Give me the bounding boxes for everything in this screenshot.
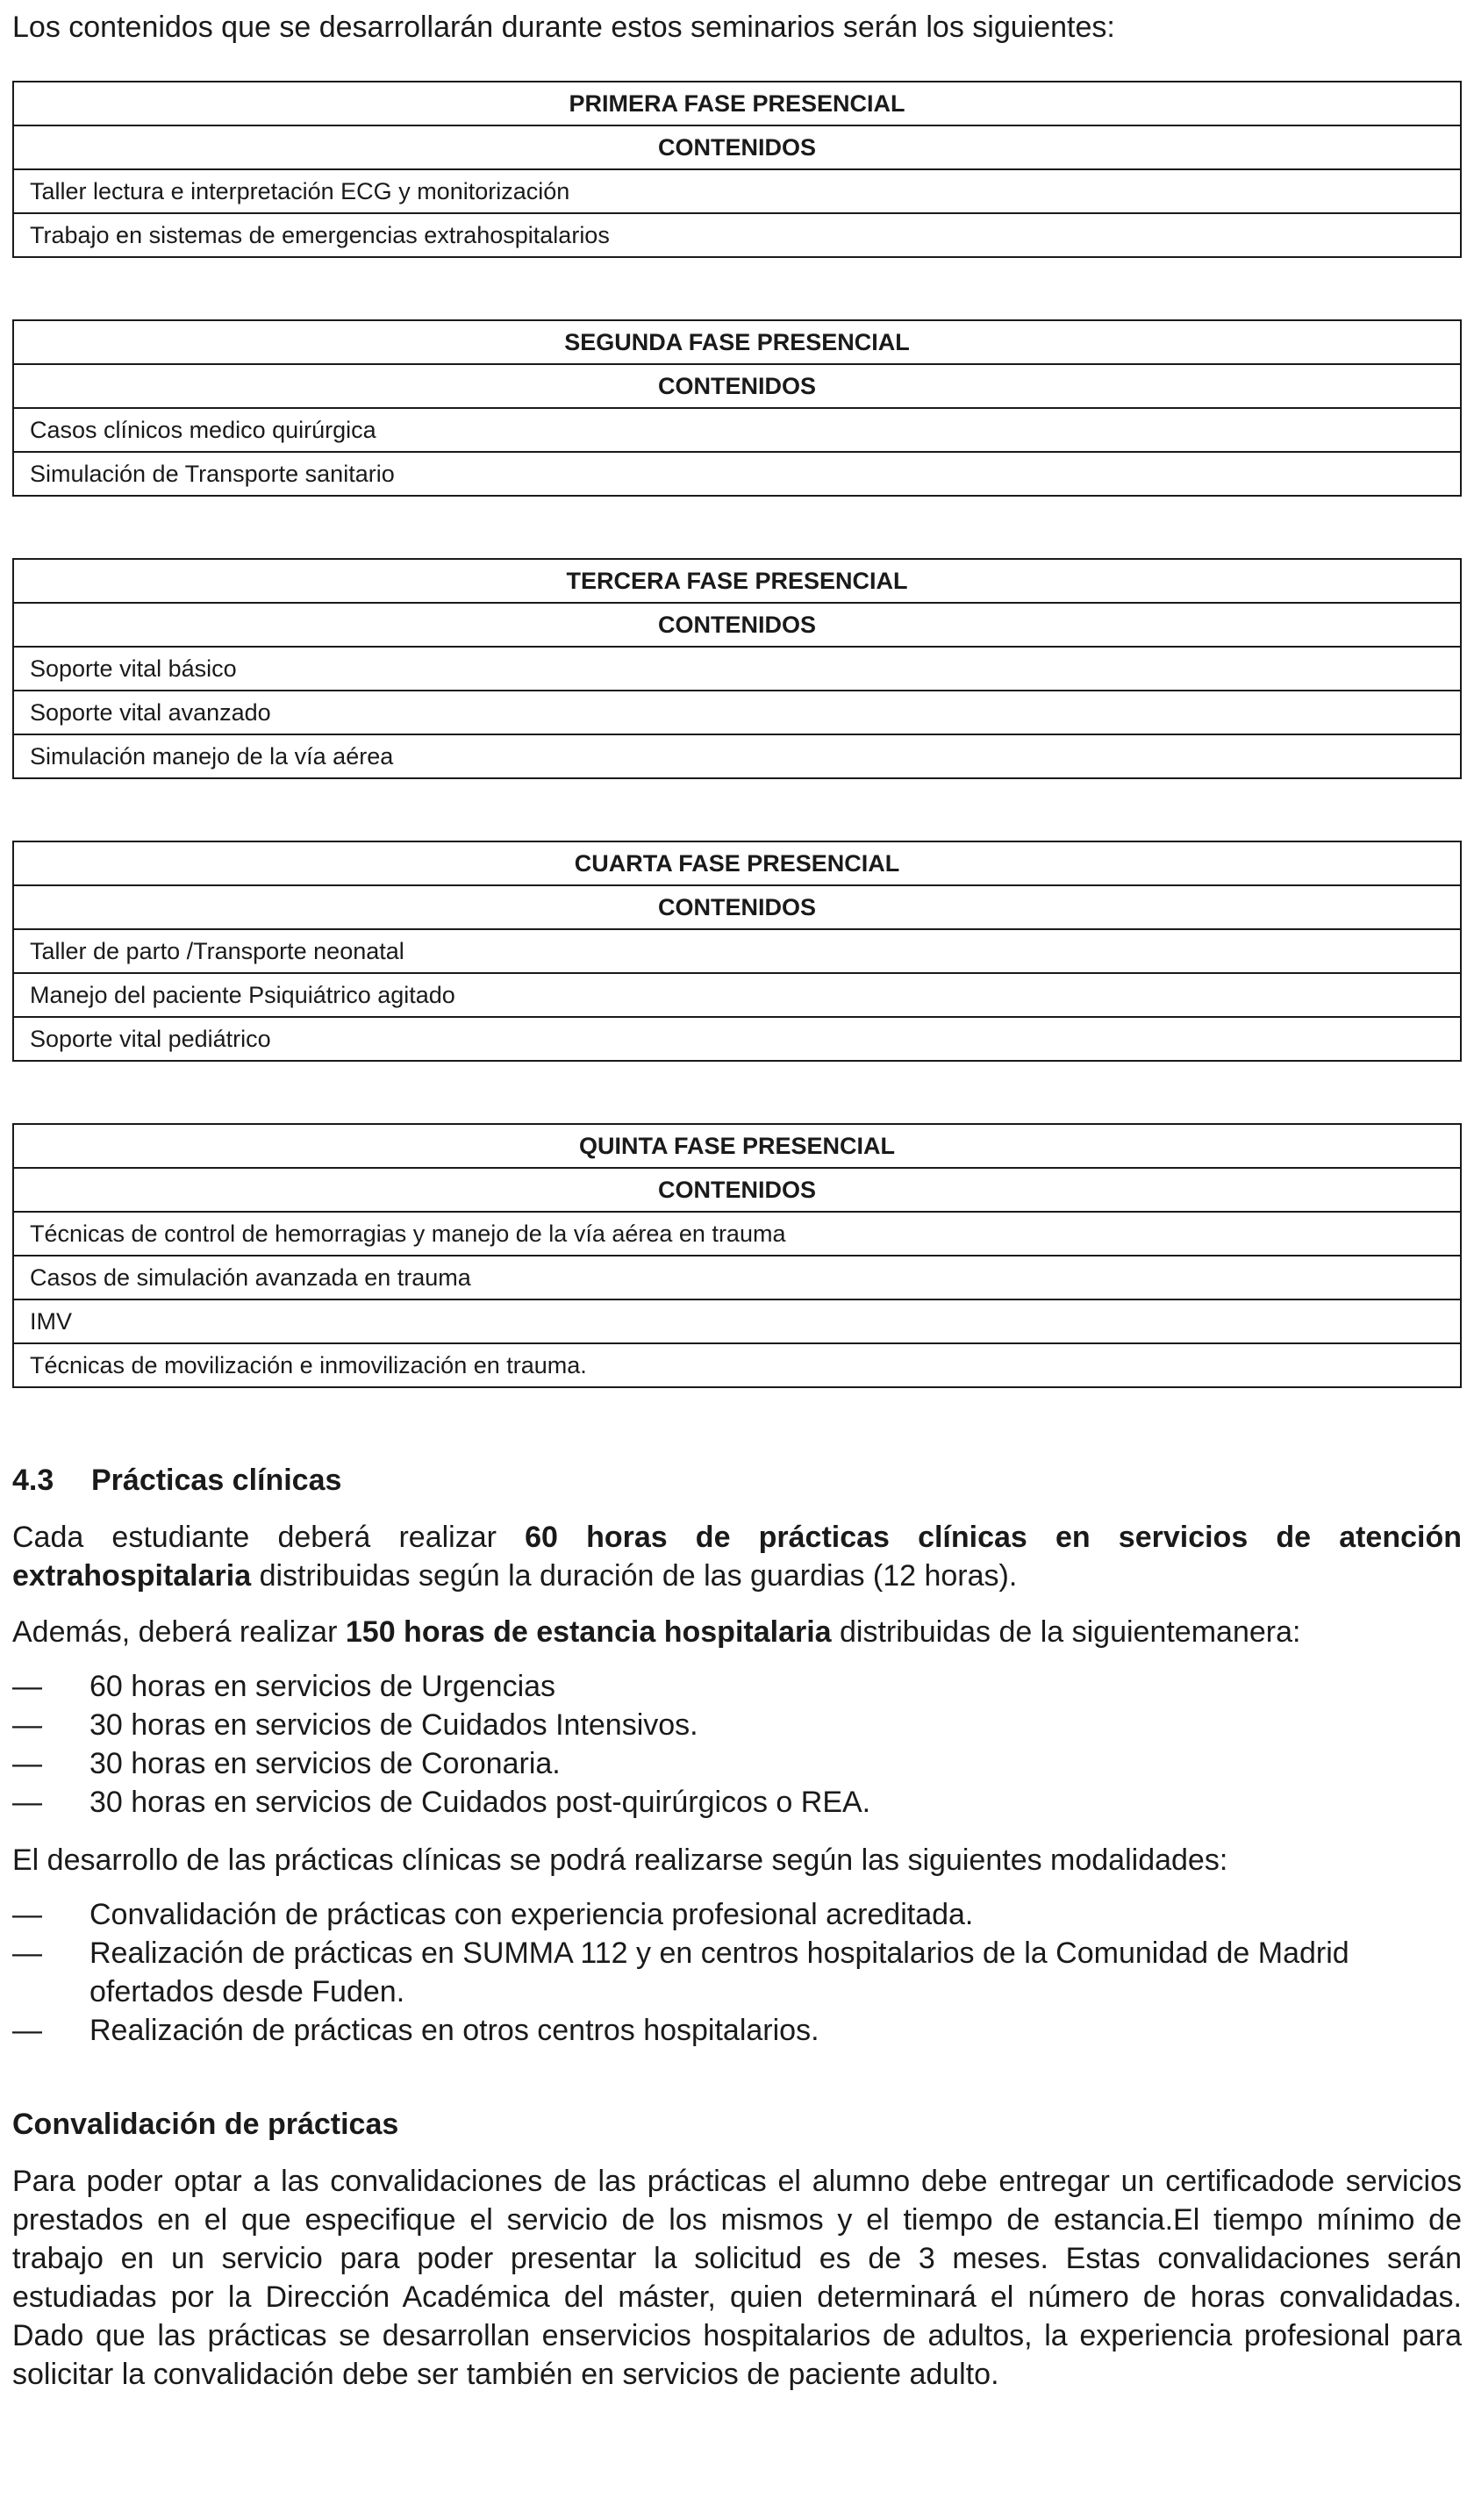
content-item: Soporte vital avanzado <box>13 691 1461 734</box>
contents-header: CONTENIDOS <box>13 1168 1461 1212</box>
intro-text: Los contenidos que se desarrollarán durante estos seminarios serán los siguientes: <box>12 11 1115 44</box>
phase-table <box>12 81 1462 258</box>
text-run: distribuidas de la siguientemanera: <box>831 1615 1301 1649</box>
contents-header: CONTENIDOS <box>13 603 1461 647</box>
dash-bullet: — <box>12 1898 42 1931</box>
list-item-text: Convalidación de prácticas con experiencia profesional acreditada. <box>89 1898 974 1931</box>
phase-title: CUARTA FASE PRESENCIAL <box>13 841 1461 885</box>
paragraph-estancia <box>12 1613 1462 1651</box>
content-item: Manejo del paciente Psiquiátrico agitado <box>13 973 1461 1017</box>
content-item: Casos clínicos medico quirúrgica <box>13 408 1461 452</box>
dash-bullet: — <box>12 2014 42 2047</box>
list-item-text: Realización de prácticas en otros centros hospitalarios. <box>89 2014 819 2047</box>
text-run: Cada estudiante deberá realizar <box>12 1521 526 1554</box>
paragraph-convalidacion: Para poder optar a las convalidaciones de las prácticas el alumno debe entregar un certificadode servicios prestados en el que especifique el servicio de los mismos y el tiempo de estancia.El tiempo mínimo de trabajo en un servicio para poder presentar la solicitud es de 3 meses. Estas convalidaciones serán estudiadas por la Dirección Académica del máster, quien determinará el número de horas convalidadas. Dado que las prácticas se desarrollan enservicios hospitalarios de adultos, la experiencia profesional para solicitar la convalidación debe ser también en servicios de paciente adulto. <box>12 2165 1462 2391</box>
list-item <box>12 2011 1462 2050</box>
content-item: Técnicas de movilización e inmovilización en trauma. <box>13 1343 1461 1387</box>
content-item: Simulación de Transporte sanitario <box>13 452 1461 496</box>
list-item-text: 60 horas en servicios de Urgencias <box>89 1670 556 1703</box>
list-item <box>12 1667 1462 1706</box>
section-title: Prácticas clínicas <box>91 1464 342 1497</box>
content-item: Técnicas de control de hemorragias y manejo de la vía aérea en trauma <box>13 1212 1461 1256</box>
dash-bullet: — <box>12 1708 42 1742</box>
list-item <box>12 1934 1462 2011</box>
phase-title: TERCERA FASE PRESENCIAL <box>13 559 1461 603</box>
content-item: Simulación manejo de la vía aérea <box>13 734 1461 778</box>
text-bold: 150 horas de estancia hospitalaria <box>345 1615 832 1649</box>
dash-bullet: — <box>12 1670 42 1703</box>
list-item-text: 30 horas en servicios de Cuidados post-quirúrgicos o REA. <box>89 1786 871 1819</box>
phase-table <box>12 558 1462 779</box>
subsection-heading: Convalidación de prácticas <box>12 2108 399 2141</box>
phase-title: PRIMERA FASE PRESENCIAL <box>13 82 1461 125</box>
paragraph-modalidades: El desarrollo de las prácticas clínicas se podrá realizarse según las siguientes modalidades: <box>12 1843 1228 1877</box>
dash-bullet: — <box>12 1937 42 1970</box>
section-number: 4.3 <box>12 1464 54 1497</box>
phase-title: QUINTA FASE PRESENCIAL <box>13 1124 1461 1168</box>
contents-header: CONTENIDOS <box>13 125 1461 169</box>
list-item-text: 30 horas en servicios de Coronaria. <box>89 1747 561 1780</box>
text-run: Además, deberá realizar <box>12 1615 346 1649</box>
dash-bullet: — <box>12 1786 42 1819</box>
contents-header: CONTENIDOS <box>13 364 1461 408</box>
phase-table <box>12 841 1462 1062</box>
phase-title: SEGUNDA FASE PRESENCIAL <box>13 320 1461 364</box>
content-item: Soporte vital básico <box>13 647 1461 691</box>
content-item: Trabajo en sistemas de emergencias extrahospitalarios <box>13 213 1461 257</box>
text-bold: 60 horas de prácticas clínicas en servicios de atención extrahospitalaria <box>12 1521 1462 1593</box>
phase-table <box>12 1123 1462 1388</box>
modes-list <box>12 1895 1462 2050</box>
list-item-text: 30 horas en servicios de Cuidados Intensivos. <box>89 1708 698 1742</box>
hours-list <box>12 1667 1462 1822</box>
content-item: IMV <box>13 1299 1461 1343</box>
content-item: Taller de parto /Transporte neonatal <box>13 929 1461 973</box>
dash-bullet: — <box>12 1747 42 1780</box>
contents-header: CONTENIDOS <box>13 885 1461 929</box>
phase-table <box>12 319 1462 497</box>
section-heading <box>12 1462 1462 1499</box>
content-item: Soporte vital pediátrico <box>13 1017 1461 1061</box>
text-run: distribuidas según la duración de las guardias (12 horas). <box>251 1559 1018 1593</box>
document-page <box>12 0 1462 2394</box>
list-item <box>12 1706 1462 1744</box>
content-item: Casos de simulación avanzada en trauma <box>13 1256 1461 1299</box>
paragraph-practicas <box>12 1518 1462 1595</box>
list-item <box>12 1744 1462 1783</box>
list-item <box>12 1783 1462 1822</box>
list-item-text: Realización de prácticas en SUMMA 112 y en centros hospitalarios de la Comunidad de Madrid ofertados desde Fuden. <box>89 1937 1349 2008</box>
content-item: Taller lectura e interpretación ECG y monitorización <box>13 169 1461 213</box>
list-item <box>12 1895 1462 1934</box>
